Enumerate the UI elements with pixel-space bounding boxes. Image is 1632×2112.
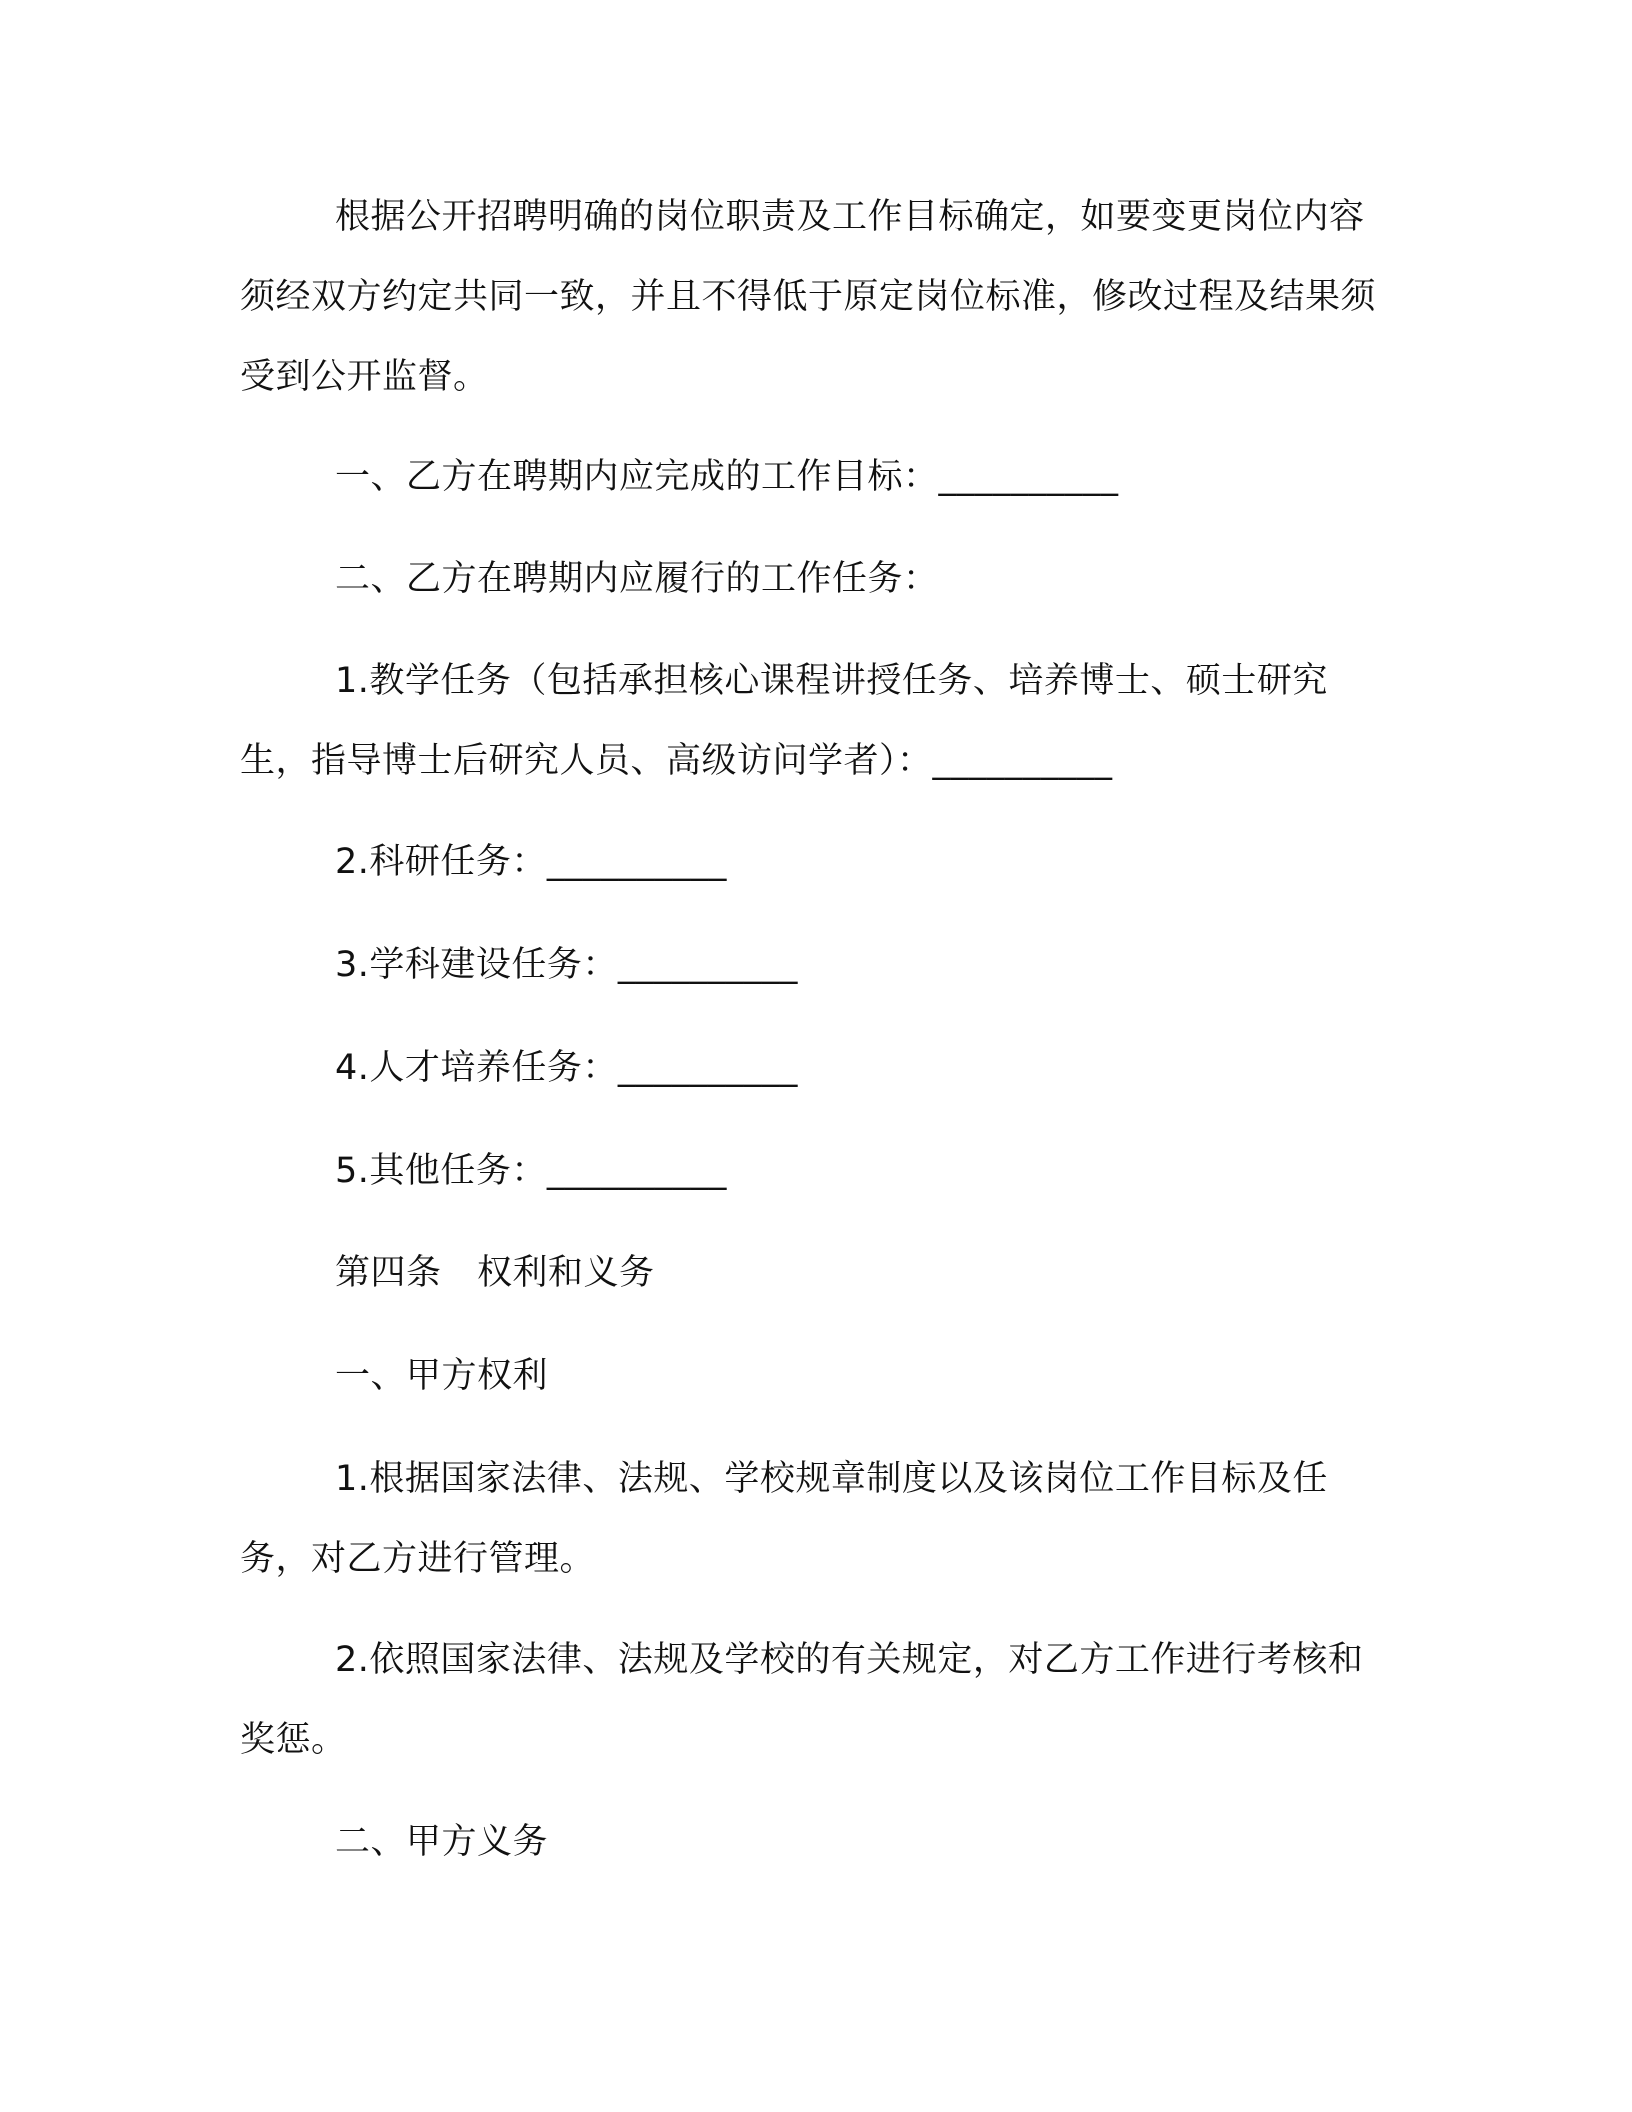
other-task-line: 5.其他任务：__________ — [335, 1151, 727, 1191]
research-task-line: 2.科研任务：__________ — [335, 842, 727, 882]
talent-task-line: 4.人才培养任务：__________ — [335, 1048, 798, 1088]
discipline-task-line: 3.学科建设任务：__________ — [335, 945, 798, 985]
party-a-duties-heading: 二、甲方义务 — [335, 1822, 549, 1862]
intro-paragraph: 根据公开招聘明确的岗位职责及工作目标确定，如要变更岗位内容须经双方约定共同一致，并且不得低于原定岗位标准，修改过程及结果须受到公开监督。 — [240, 197, 1377, 397]
party-a-right-1: 1.根据国家法律、法规、学校规章制度以及该岗位工作目标及任务，对乙方进行管理。 — [240, 1459, 1328, 1579]
work-duties-heading: 二、乙方在聘期内应履行的工作任务： — [335, 559, 939, 599]
work-goal-line: 一、乙方在聘期内应完成的工作目标：__________ — [335, 457, 1119, 497]
teaching-task-paragraph: 1.教学任务（包括承担核心课程讲授任务、培养博士、硕士研究生，指导博士后研究人员、高级访问学者）：__________ — [240, 661, 1328, 781]
party-a-rights-heading: 一、甲方权利 — [335, 1356, 549, 1396]
article-four-heading: 第四条 权利和义务 — [335, 1253, 655, 1293]
party-a-right-2: 2.依照国家法律、法规及学校的有关规定，对乙方工作进行考核和奖惩。 — [240, 1640, 1364, 1760]
